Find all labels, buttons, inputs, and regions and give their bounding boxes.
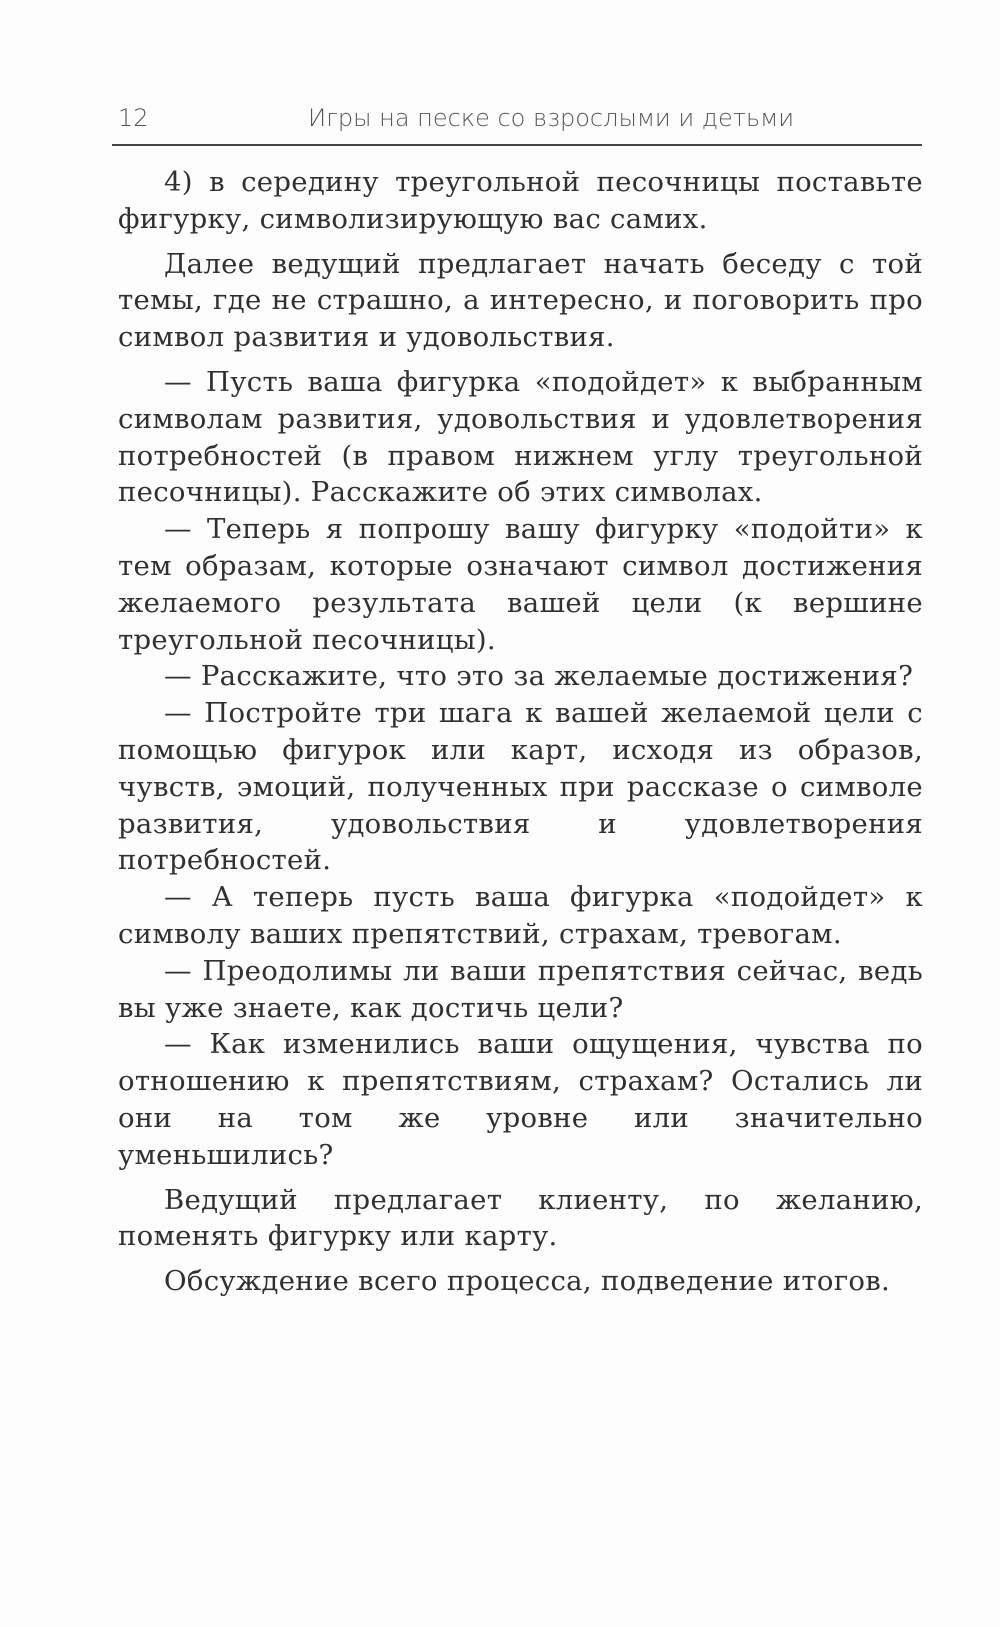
paragraph: — Теперь я попрошу вашу фигурку «подойти» к тем образам, которые означают символ достижения желаемого результата вашей цели (к вершине треугольной песочницы). [118,513,923,656]
paragraph: Обсуждение всего процесса, подведение итогов. [164,1265,891,1298]
paragraph: 4) в середину треугольной песочницы поставьте фигурку, символизирующую вас самих. [118,166,923,235]
paragraph: — Преодолимы ли ваши препятствия сейчас, ведь вы уже знаете, как достичь цели? [118,954,923,1024]
running-title: Игры на песке со взрослыми и детьми [308,104,795,132]
paragraph: Далее ведущий предлагает начать беседу с той темы, где не страшно, а интересно, и поговорить про символ развития и удовольствия. [118,247,923,354]
running-header [112,104,920,138]
header-rule [112,144,922,146]
body-text [118,164,923,1300]
paragraph: — А теперь пусть ваша фигурка «подойдет» к символу ваших препятствий, страхам, тревогам. [118,881,923,950]
page-number: 12 [118,104,149,132]
paragraph: — Постройте три шага к вашей желаемой цели с помощью фигурок или карт, исходя из образов, чувств, эмоций, полученных при рассказе о символе развития, удовольствия и удовлетворения потребностей. [118,697,923,877]
paragraph: Ведущий предлагает клиенту, по желанию, поменять фигурку или карту. [118,1183,923,1253]
paragraph: — Как изменились ваши ощущения, чувства по отношению к препятствиям, страхам? Остались ли они на том же уровне или значительно уменьшились? [118,1028,923,1171]
paragraph: — Расскажите, что это за желаемые достижения? [164,660,914,693]
paragraph: — Пусть ваша фигурка «подойдет» к выбранным символам развития, удовольствия и удовлетворения потребностей (в правом нижнем углу треугольной песочницы). Расскажите об этих символах. [118,365,923,509]
